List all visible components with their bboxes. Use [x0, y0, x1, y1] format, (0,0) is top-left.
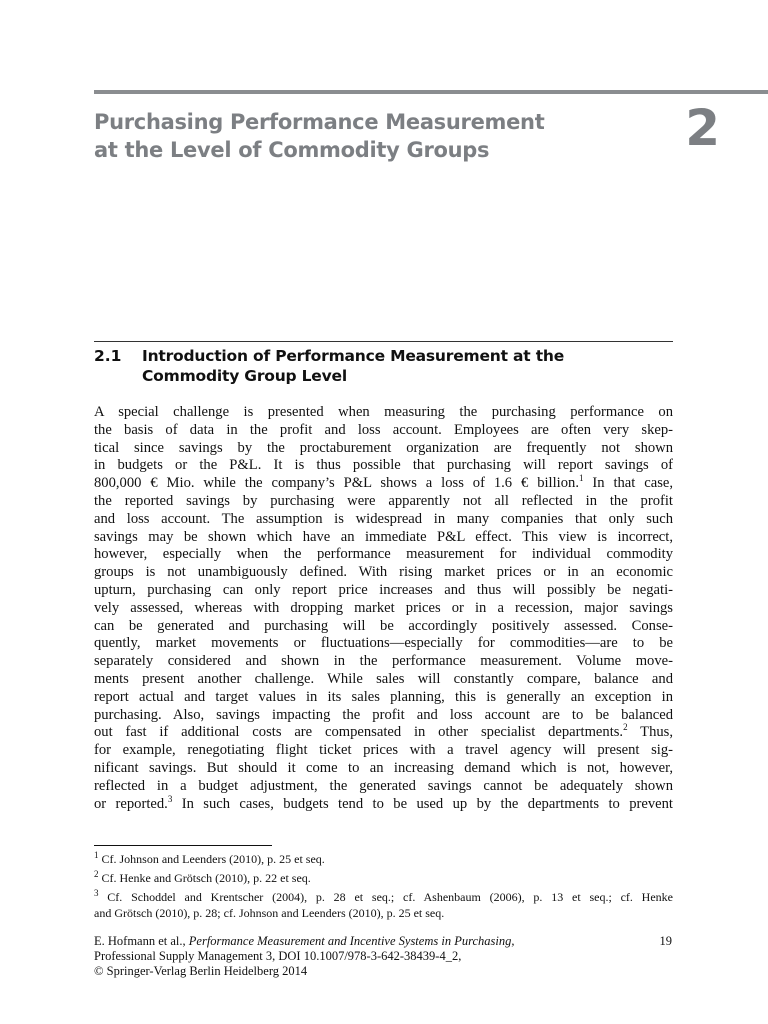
body-line	[94, 724, 673, 742]
footnote-number: 1	[94, 850, 99, 860]
body-line: quently, market movements or fluctuations—especially for commodities—are to be	[94, 635, 673, 652]
body-line: tical since savings by the proctaburement organization are frequently not shown	[94, 439, 673, 456]
chapter-title-line: Purchasing Performance Measurement	[94, 110, 545, 134]
body-line: ments present another challenge. While sales will constantly compare, balance and	[94, 670, 673, 687]
footnote	[94, 889, 673, 921]
body-line: purchasing. Also, savings impacting the profit and loss account are to be balanced	[94, 706, 673, 723]
body-line: in budgets or the P&L. It is thus possible that purchasing will report savings of	[94, 457, 673, 474]
section-title-line: Introduction of Performance Measurement at the	[142, 347, 565, 365]
footnote	[94, 870, 673, 886]
footnote-text: Cf. Henke and Grötsch (2010), p. 22 et seq.	[101, 871, 311, 885]
body-line: vely assessed, whereas with dropping market prices or in a recession, major savings	[94, 599, 673, 616]
footnote-marker[interactable]: 3	[167, 793, 173, 804]
footnote	[94, 851, 673, 867]
footnote-line: and Grötsch (2010), p. 28; cf. Johnson and Leenders (2010), p. 25 et seq.	[94, 906, 445, 920]
footnote-line	[94, 870, 673, 886]
footnote-marker[interactable]: 2	[623, 722, 628, 733]
citation-authors: E. Hofmann et al.,	[94, 934, 189, 948]
body-line-text: In that case,	[583, 475, 673, 492]
body-line: for example, renegotiating flight ticket prices with a travel agency will present sig-	[94, 742, 673, 759]
chapter-number: 2	[685, 99, 720, 157]
body-line-text: In such cases, budgets tend to be used up by the departments to prevent	[181, 795, 673, 812]
citation-copyright-line: © Springer-Verlag Berlin Heidelberg 2014	[94, 964, 308, 978]
body-line-text: or reported.	[94, 795, 168, 812]
body-line-text: 800,000 € Mio. while the company’s P&L shows a loss of 1.6 € billion.	[94, 475, 579, 492]
footnote-text: Cf. Johnson and Leenders (2010), p. 25 et seq.	[101, 852, 325, 866]
body-line: groups is not unambiguously defined. With rising market prices or in an economic	[94, 564, 673, 581]
body-line: report actual and target values in its sales planning, this is generally an exception in	[94, 688, 673, 705]
citation-line	[94, 934, 673, 949]
copyright-citation	[94, 934, 673, 979]
footnote-line	[94, 889, 673, 905]
body-line-text: out fast if additional costs are compensated in other specialist departments.	[94, 724, 624, 741]
citation-book-title: Performance Measurement and Incentive Systems in Purchasing,	[188, 934, 515, 948]
body-line: can be generated and purchasing will be accordingly positively assessed. Conse-	[94, 617, 673, 634]
chapter-title	[94, 108, 614, 164]
footnote-line	[94, 851, 673, 867]
chapter-top-rule	[94, 90, 768, 94]
footnotes	[94, 851, 673, 924]
body-line: savings may be shown which have an immediate P&L effect. This view is incorrect,	[94, 528, 673, 545]
body-line: upturn, purchasing can only report price increases and thus will possibly be negati-	[94, 581, 673, 598]
footnote-marker[interactable]: 1	[578, 473, 584, 484]
body-line: reflected in a budget adjustment, the generated savings cannot be adequately shown	[94, 777, 673, 794]
body-line: the basis of data in the profit and loss account. Employees are often very skep-	[94, 421, 673, 438]
section-title-line: Commodity Group Level	[142, 367, 347, 385]
body-paragraph	[94, 404, 673, 813]
chapter-title-line: at the Level of Commodity Groups	[94, 138, 490, 162]
section-title	[142, 346, 702, 386]
body-line: the reported savings by purchasing were apparently not all reflected in the profit	[94, 492, 673, 509]
body-line: and loss account. The assumption is widespread in many companies that only such	[94, 510, 673, 527]
body-line: however, especially when the performance measurement for individual commodity	[94, 546, 673, 563]
page-number: 19	[659, 934, 672, 948]
footnote-number: 3	[94, 888, 99, 898]
body-line: separately considered and shown in the performance measurement. Volume move-	[94, 653, 673, 670]
body-line-text: Thus,	[627, 724, 673, 741]
citation-doi-line[interactable]: Professional Supply Management 3, DOI 10.1007/978-3-642-38439-4_2,	[94, 949, 462, 963]
section-rule	[94, 341, 673, 342]
body-line	[94, 793, 673, 814]
footnote-text: Cf. Schoddel and Krentscher (2004), p. 28 et seq.; cf. Ashenbaum (2006), p. 13 et seq.; cf. Henke	[107, 890, 673, 904]
body-line	[94, 475, 673, 493]
body-line: nificant savings. But should it come to an increasing demand which is not, however,	[94, 759, 673, 776]
footnote-rule	[94, 845, 272, 846]
body-line: A special challenge is presented when measuring the purchasing performance on	[94, 404, 673, 420]
section-number: 2.1	[94, 347, 122, 365]
footnote-number: 2	[94, 869, 99, 879]
